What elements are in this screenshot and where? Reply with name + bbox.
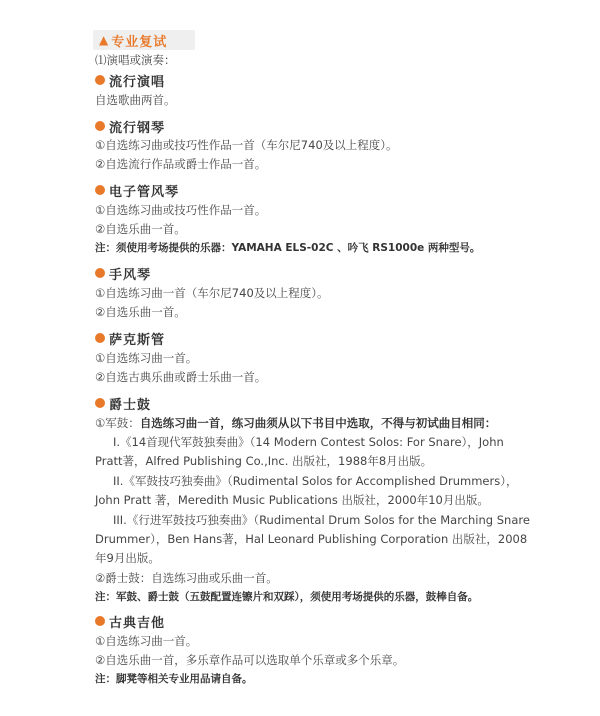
sax-line-2: ②自选古典乐曲或爵士乐曲一首。 (95, 370, 267, 384)
sax-line-1: ①自选练习曲一首。 (95, 351, 198, 365)
heading-pop-singing (95, 71, 165, 89)
bullet-dot-icon (95, 185, 105, 195)
organ-line-2: ②自选乐曲一首。 (95, 222, 186, 236)
intro-text: ⑴演唱或演奏： (95, 53, 176, 67)
drums-book-line-2: Pratt著，Alfred Publishing Co.,Inc. 出版社，1988年8月出版。 (95, 454, 433, 468)
guitar-note: 注：脚凳等相关专业用品请自备。 (95, 673, 253, 685)
guitar-line-2: ②自选乐曲一首，多乐章作品可以选取单个乐章或多个乐章。 (95, 653, 405, 667)
pop-piano-line-2: ②自选流行作品或爵士作品一首。 (95, 157, 267, 171)
heading-text: 古典吉他 (109, 615, 166, 631)
heading-text: 流行演唱 (109, 74, 166, 90)
organ-line-1: ①自选练习曲或技巧性作品一首。 (95, 203, 267, 217)
pop-singing-line-1: 自选歌曲两首。 (95, 93, 176, 107)
section-title: 专业复试 (111, 34, 168, 50)
accordion-line-2: ②自选乐曲一首。 (95, 305, 186, 319)
guitar-line-1: ①自选练习曲一首。 (95, 634, 198, 648)
heading-text: 萨克斯管 (109, 332, 166, 348)
heading-drums (95, 394, 151, 412)
drums-book-line-6: Drummer），Ben Hans著，Hal Leonard Publishing Corporation 出版社，2008 (95, 532, 528, 546)
heading-accordion (95, 264, 151, 282)
organ-note: 注：须使用考场提供的乐器：YAMAHA ELS-02C 、吟飞 RS1000e 两种型号。 (95, 242, 481, 254)
heading-sax (95, 329, 165, 347)
drums-book-line-3: II.《军鼓技巧独奏曲》（Rudimental Solos for Accomplished Drummers）， (113, 474, 518, 488)
heading-pop-piano (95, 117, 165, 135)
bullet-dot-icon (95, 75, 105, 85)
drums-note: 注：军鼓、爵士鼓（五鼓配置连镲片和双踩），须使用考场提供的乐器，鼓棒自备。 (95, 591, 479, 603)
drums-book-line-1: I.《14首现代军鼓独奏曲》（14 Modern Contest Solos: For Snare），John (113, 435, 504, 449)
drums-line-2: ②爵士鼓：自选练习曲或乐曲一首。 (95, 571, 278, 585)
bullet-dot-icon (95, 398, 105, 408)
pop-piano-line-1: ①自选练习曲或技巧性作品一首（车尔尼740及以上程度）。 (95, 138, 398, 152)
bullet-dot-icon (95, 333, 105, 343)
heading-text: 手风琴 (109, 267, 152, 283)
drums-line-1-prefix: ①军鼓： (95, 416, 140, 430)
drums-book-line-5: III.《行进军鼓技巧独奏曲》（Rudimental Drum Solos for the Marching Snare (113, 513, 530, 527)
accordion-line-1: ①自选练习曲一首（车尔尼740及以上程度）。 (95, 286, 329, 300)
heading-text: 电子管风琴 (109, 184, 180, 200)
heading-guitar (95, 612, 165, 630)
heading-organ (95, 181, 179, 199)
triangle-up-icon: ▲ (99, 33, 109, 47)
bullet-dot-icon (95, 616, 105, 626)
heading-text: 爵士鼓 (109, 397, 152, 413)
drums-book-line-4: John Pratt 著，Meredith Music Publications 出版社，2000年10月出版。 (95, 493, 489, 507)
bullet-dot-icon (95, 121, 105, 131)
drums-line-1 (95, 415, 496, 431)
section-header (93, 30, 195, 50)
heading-text: 流行钢琴 (109, 120, 166, 136)
drums-book-line-7: 年9月出版。 (95, 551, 160, 565)
bullet-dot-icon (95, 268, 105, 278)
drums-line-1-bold: 自选练习曲一首，练习曲须从以下书目中选取，不得与初试曲目相同： (139, 416, 497, 430)
